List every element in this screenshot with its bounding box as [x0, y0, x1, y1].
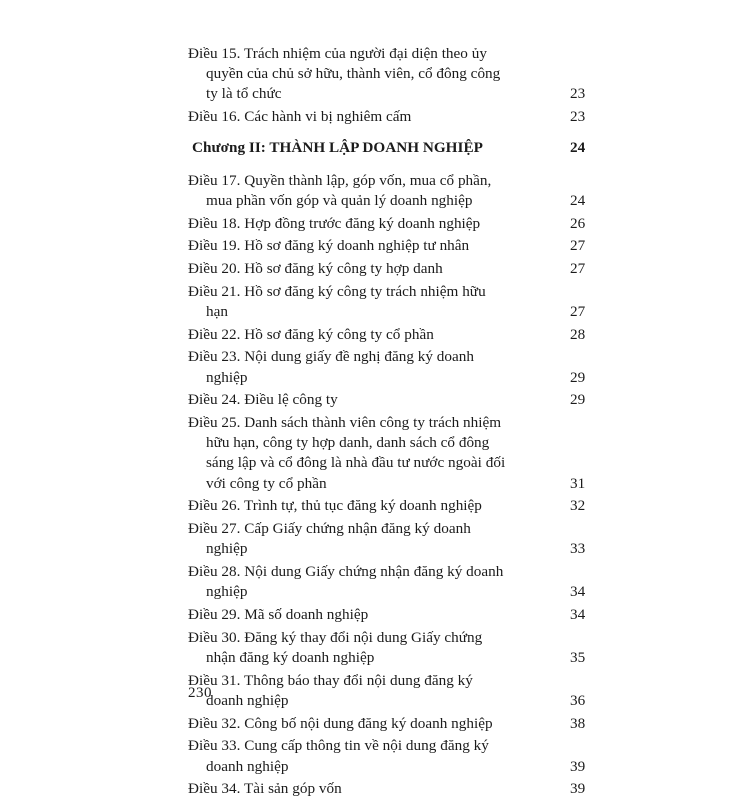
toc-entry[interactable]: [188, 519, 586, 559]
toc-entry-page-number: 24: [570, 139, 586, 157]
toc-entry-page-number: 34: [570, 583, 586, 601]
toc-entry[interactable]: [188, 779, 586, 799]
toc-entry-page-number: 31: [570, 474, 586, 492]
toc-entry-title: Điều 17. Quyền thành lập, góp vốn, mua cổ phần, mua phần vốn góp và quản lý doanh nghiệp: [188, 171, 492, 209]
toc-entry[interactable]: [188, 605, 586, 625]
toc-entry-title: Điều 31. Thông báo thay đổi nội dung đăng ký doanh nghiệp: [188, 671, 473, 709]
toc-entry[interactable]: [188, 628, 586, 668]
toc-entry-page-number: 27: [570, 259, 586, 277]
toc-entry-title: Điều 18. Hợp đồng trước đăng ký doanh nghiệp: [188, 214, 481, 232]
toc-entry[interactable]: [188, 325, 586, 345]
toc-entry[interactable]: [188, 390, 586, 410]
toc-entry[interactable]: [188, 413, 586, 494]
toc-entry-title: Điều 22. Hồ sơ đăng ký công ty cổ phần: [188, 325, 434, 343]
toc-entry-page-number: 36: [570, 691, 586, 709]
toc-entry-page-number: 23: [570, 108, 586, 126]
toc-entry-title: Điều 20. Hồ sơ đăng ký công ty hợp danh: [188, 259, 443, 277]
toc-entry[interactable]: [188, 107, 586, 127]
toc-entry-page-number: 27: [570, 237, 586, 255]
toc-entry[interactable]: [188, 236, 586, 256]
toc-entry-page-number: 27: [570, 302, 586, 320]
toc-entry-title: Điều 24. Điều lệ công ty: [188, 391, 338, 409]
toc-entry-title: Điều 30. Đăng ký thay đổi nội dung Giấy chứng nhận đăng ký doanh nghiệp: [188, 628, 483, 666]
toc-entry-page-number: 39: [570, 780, 586, 798]
toc-entry-page-number: 29: [570, 368, 586, 386]
toc-entry-page-number: 32: [570, 497, 586, 515]
toc-entry-page-number: 33: [570, 540, 586, 558]
toc-entry-title: Điều 28. Nội dung Giấy chứng nhận đăng ký doanh nghiệp: [188, 563, 504, 601]
toc-entry-title: Điều 16. Các hành vi bị nghiêm cấm: [188, 108, 412, 126]
toc-entry[interactable]: [188, 736, 586, 776]
toc-entry[interactable]: [188, 496, 586, 516]
toc-entry-page-number: 24: [570, 191, 586, 209]
toc-entry[interactable]: [188, 44, 586, 105]
table-of-contents: [188, 44, 586, 799]
toc-entry[interactable]: [188, 259, 586, 279]
toc-entry-title: Điều 29. Mã số doanh nghiệp: [188, 605, 369, 623]
toc-entry[interactable]: [188, 562, 586, 602]
toc-entry-title: Điều 27. Cấp Giấy chứng nhận đăng ký doanh nghiệp: [188, 520, 471, 558]
toc-entry-title: Điều 26. Trình tự, thủ tục đăng ký doanh nghiệp: [188, 497, 482, 515]
toc-entry-title: Điều 19. Hồ sơ đăng ký doanh nghiệp tư nhân: [188, 237, 470, 255]
toc-entry[interactable]: [188, 671, 586, 711]
toc-entry-title: Điều 23. Nội dung giấy đề nghị đăng ký doanh nghiệp: [188, 348, 475, 386]
toc-entry-title: Điều 25. Danh sách thành viên công ty trách nhiệm hữu hạn, công ty hợp danh, danh sách cổ đông sáng lập và cổ đông là nhà đầu tư nước ngoài đối với công ty cổ phần: [188, 414, 506, 492]
toc-entry-page-number: 39: [570, 757, 586, 775]
toc-entry-page-number: 34: [570, 605, 586, 623]
toc-entry-title: Điều 15. Trách nhiệm của người đại diện theo ủy quyền của chủ sở hữu, thành viên, cổ đông công ty là tổ chức: [188, 45, 501, 103]
toc-entry-title: Điều 33. Cung cấp thông tin về nội dung đăng ký doanh nghiệp: [188, 737, 489, 775]
toc-entry-title: Chương II: THÀNH LẬP DOANH NGHIỆP: [192, 139, 483, 157]
toc-entry[interactable]: [188, 714, 586, 734]
toc-entry-title: Điều 34. Tài sản góp vốn: [188, 780, 342, 798]
toc-entry[interactable]: [188, 214, 586, 234]
toc-entry[interactable]: [188, 347, 586, 387]
toc-entry-title: Điều 21. Hồ sơ đăng ký công ty trách nhiệm hữu hạn: [188, 282, 486, 320]
toc-entry-title: Điều 32. Công bố nội dung đăng ký doanh nghiệp: [188, 714, 493, 732]
toc-entry[interactable]: [188, 171, 586, 211]
page-folio-number: 230: [188, 685, 212, 701]
toc-entry-page-number: 29: [570, 391, 586, 409]
toc-chapter-entry[interactable]: [188, 138, 586, 158]
toc-entry-page-number: 26: [570, 214, 586, 232]
toc-entry-page-number: 28: [570, 325, 586, 343]
toc-entry-page-number: 23: [570, 85, 586, 103]
toc-entry[interactable]: [188, 282, 586, 322]
toc-entry-page-number: 35: [570, 648, 586, 666]
toc-entry-page-number: 38: [570, 714, 586, 732]
